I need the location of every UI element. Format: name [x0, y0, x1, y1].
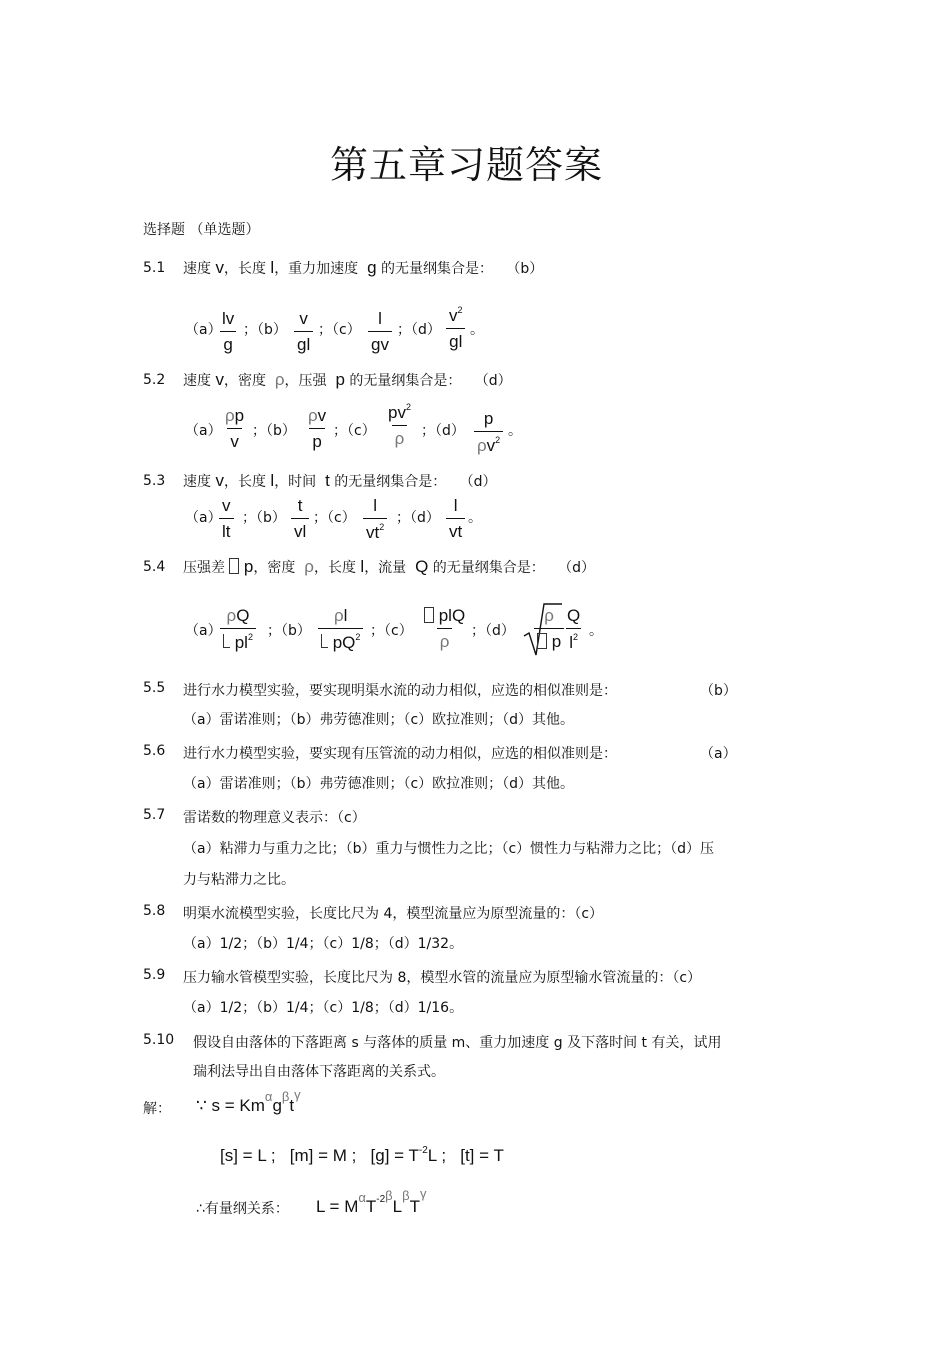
- fraction: $\frac{pv^2}{\rho}$: [388, 402, 411, 448]
- question-text: 进行水力模型实验，要实现明渠水流的动力相似，应选的相似准则是：: [183, 683, 617, 699]
- question-number: 5.5: [143, 680, 166, 696]
- fraction: $\frac{t}{vl}$: [291, 497, 309, 540]
- fraction: plQ ρ: [421, 607, 468, 650]
- question-text: 压强差 p，密度 ρ，长度 l，流量 Q 的无量纲集合是： （d）: [183, 557, 596, 576]
- question-number: 5.10: [143, 1032, 175, 1048]
- answer: （b）: [700, 683, 737, 699]
- question-text: 压力输水管模型实验，长度比尺为 8，模型水管的流量应为原型输水管流量的：（c）: [183, 970, 702, 986]
- section-heading: 选择题 （单选题）: [143, 222, 260, 238]
- fraction: $\frac{lv}{g}$: [222, 309, 235, 354]
- option-label: （a）: [185, 322, 222, 338]
- question-text: 进行水力模型实验，要实现有压管流的动力相似，应选的相似准则是：: [183, 746, 617, 762]
- fraction: $\frac{v^2}{gl}$: [446, 306, 466, 350]
- equation-3: $L = M^\alpha T^{-2\beta}L^\beta T^\gamma$: [316, 1186, 427, 1216]
- question-text: 雷诺数的物理意义表示：（c）: [183, 810, 366, 826]
- question-number: 5.2: [143, 372, 166, 388]
- options: （a）粘滞力与重力之比；（b）重力与惯性力之比；（c）惯性力与粘滞力之比；（d）压: [183, 841, 715, 857]
- options: （a）1/2；（b）1/4；（c）1/8；（d）1/32。: [183, 936, 464, 952]
- question-text: 假设自由落体的下落距离 s 与落体的质量 m、重力加速度 g 及下落时间 t 有关，试用: [193, 1035, 722, 1051]
- equation-2: [s] = L ; [m] = M ; $[g] = T^{-2}L$ ; [t] = T: [220, 1145, 504, 1165]
- question-number: 5.3: [143, 473, 166, 489]
- fraction: $\frac{p}{\rho v^2}$: [474, 410, 503, 454]
- question-number: 5.1: [143, 260, 166, 276]
- fraction: $\frac{Q}{l^2}$: [567, 606, 581, 652]
- fraction: $\frac{\rho p}{v}$: [225, 406, 245, 451]
- question-text-continued: 瑞利法导出自由落体下落距离的关系式。: [193, 1064, 445, 1080]
- equation-1: ∵ $s = Km^\alpha g^\beta t^\gamma$: [196, 1087, 301, 1115]
- options-continued: 力与粘滞力之比。: [183, 872, 295, 888]
- fraction: $\frac{v}{gl}$: [294, 310, 313, 353]
- question-number: 5.8: [143, 903, 166, 919]
- equation-3-label: ∴有量纲关系：: [196, 1201, 289, 1217]
- options: （a）雷诺准则；（b）弗劳德准则；（c）欧拉准则；（d）其他。: [183, 712, 575, 728]
- fraction: $\frac{l}{vt}$: [446, 497, 465, 540]
- fraction: $\frac{\rho v}{p}$: [308, 406, 327, 451]
- fraction: $\frac{v}{lt}$: [219, 497, 234, 540]
- fraction: $\frac{\rho Q}{pl^2}$: [220, 607, 256, 651]
- solution-label: 解：: [143, 1101, 171, 1117]
- question-text: 速度 v，密度 ρ，压强 p 的无量纲集合是： （d）: [183, 370, 512, 389]
- fraction: $\frac{\rho}{p}$: [534, 607, 564, 650]
- question-number: 5.6: [143, 743, 166, 759]
- question-number: 5.7: [143, 807, 166, 823]
- question-text: 速度 v，长度 l，重力加速度 g 的无量纲集合是： （b）: [183, 258, 544, 277]
- fraction: $\frac{l}{gv}$: [368, 310, 392, 353]
- fraction: $\frac{\rho l}{pQ^2}$: [318, 607, 363, 651]
- page-title: 第五章习题答案: [330, 143, 604, 187]
- question-number: 5.4: [143, 559, 166, 575]
- answer: （a）: [700, 746, 737, 762]
- options: （a）雷诺准则；（b）弗劳德准则；（c）欧拉准则；（d）其他。: [183, 776, 575, 792]
- question-number: 5.9: [143, 967, 166, 983]
- fraction: $\frac{l}{vt^2}$: [363, 497, 387, 541]
- question-text: 明渠水流模型实验，长度比尺为 4，模型流量应为原型流量的：（c）: [183, 906, 604, 922]
- options: （a）1/2；（b）1/4；（c）1/8；（d）1/16。: [183, 1000, 464, 1016]
- question-text: 速度 v，长度 l，时间 t 的无量纲集合是： （d）: [183, 471, 497, 490]
